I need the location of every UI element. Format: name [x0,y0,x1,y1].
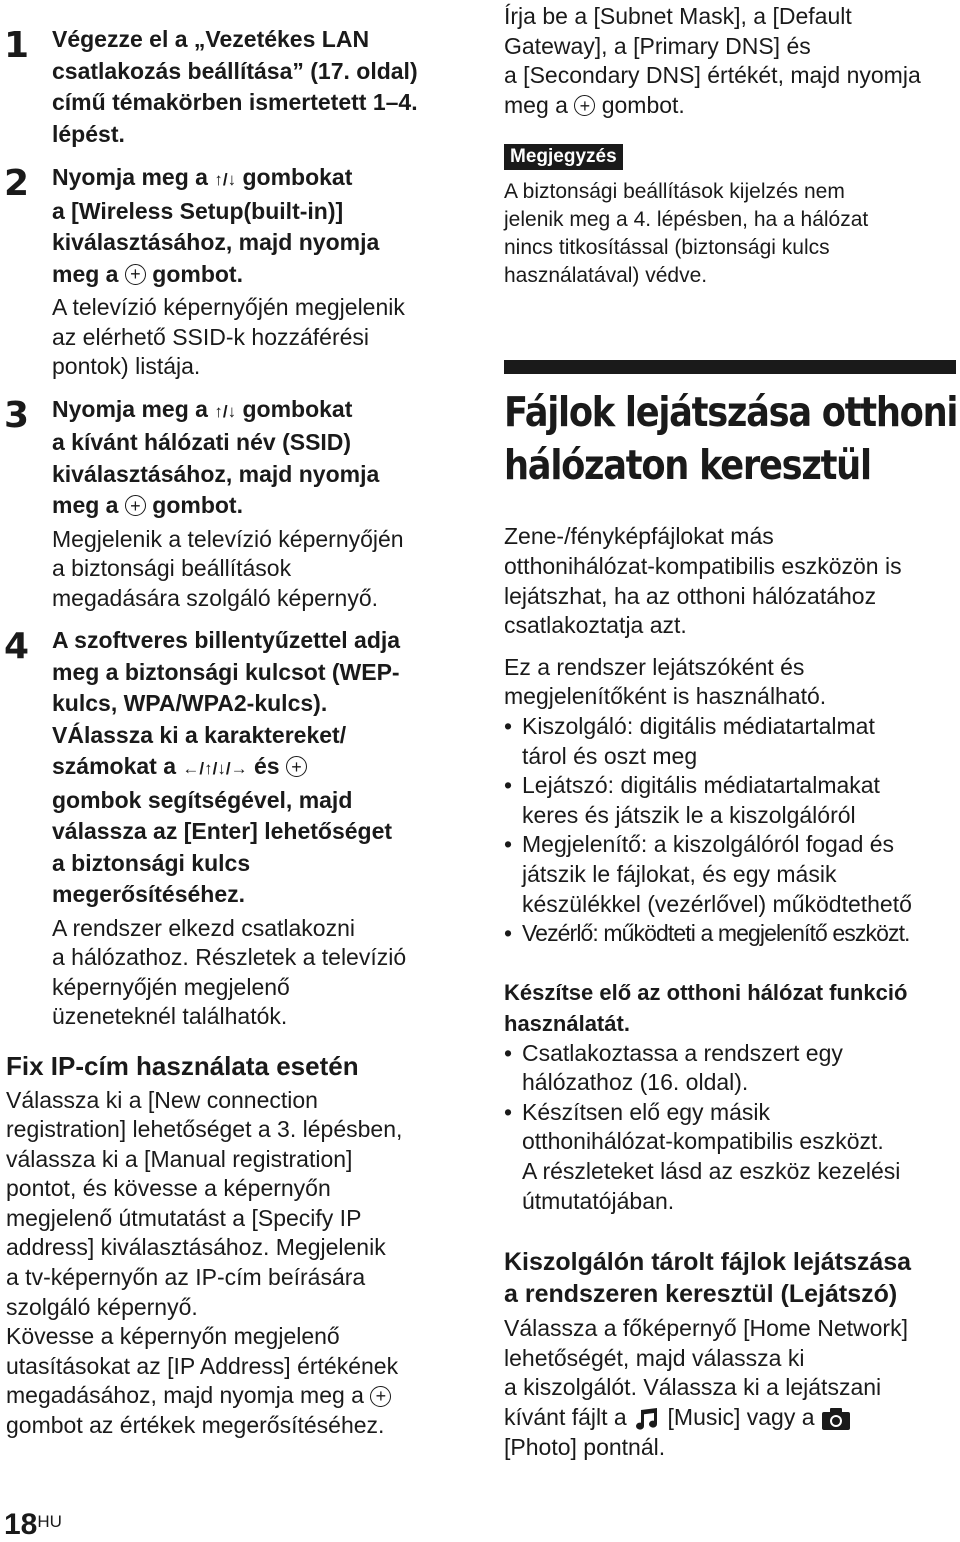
text-line: pontok) listája. [52,353,201,379]
text-line: kiválasztásához, majd nyomja [52,229,380,255]
text-line: A televízió képernyőjén megjelenik [52,294,405,320]
text-line: a biztonsági beállítások [52,555,292,581]
text-line: meg a + gombot. [504,91,685,118]
list-item: • Lejátszó: digitális médiatartalmakat keres és játszik le a kiszolgálóról [504,771,956,830]
text-line: VÁlassza ki a karaktereket/ [52,721,347,748]
step-1 [0,24,472,150]
text-line: [Photo] pontnál. [504,1433,666,1460]
text-line: Készítse elő az otthoni hálózat funkció [504,979,908,1005]
step-2 [0,162,472,382]
text-line: üzeneteknél találhatók. [52,1003,288,1029]
up-down-arrows-icon: ↑/↓ [214,170,237,189]
text-line: csatlakozás beállítása” (17. oldal) [52,57,418,84]
text-line: Végezze el a „Vezetékes LAN [52,26,370,52]
text-line: lépést. [52,120,125,147]
text-line: megadására szolgáló képernyő. [52,584,379,611]
roles-list [504,712,956,949]
text-line: kulcs, WPA/WPA2-kulcs). [52,690,328,716]
text-line: a [Wireless Setup(built-in)] [52,197,344,224]
text-line: address] kiválasztásához. Megjelenik [6,1234,386,1261]
up-down-arrows-icon: ↑/↓ [214,401,237,421]
text-line: Zene-/fényképfájlokat más [504,523,774,550]
text-line: hálózaton keresztül [504,441,871,490]
text-line: Nyomja meg a ↑/↓ gombokat [52,164,353,190]
text-line: gombok segítségével, majd [52,786,353,813]
step-instruction [52,625,472,911]
text-line: kívánt fájlt a [Music] vagy a [504,1403,956,1433]
circle-plus-icon: + [286,756,307,777]
text-line: jelenik meg a 4. lépésben, ha a hálózat [504,208,869,232]
text-line: használatát. [504,1010,630,1036]
text-line: használatával) védve. [504,264,708,288]
fix-ip-heading: Fix IP-cím használata esetén [6,1050,359,1081]
text-line: válassza ki a [Manual registration] [6,1145,353,1172]
page-number: $18^{HU}$ [4,1508,62,1541]
text-line: megjelenítőként is használható. [504,683,827,710]
text-line: Válassza ki a [New connection [6,1086,318,1113]
text-line: a biztonsági kulcs [52,849,251,876]
text-line: a kiszolgálót. Válassza ki a lejátszani [504,1374,882,1401]
step-number: 2 [4,163,30,204]
step-4 [0,625,472,1032]
list-item: • Készítsen elő egy másik otthonihálózat-kompatibilis eszközt. A részleteket lásd az eszköz kezelési útmutatójában. [504,1098,956,1216]
camera-icon [821,1407,851,1431]
section-divider [504,360,956,374]
note-label: Megjegyzés [504,144,623,170]
text-line: Válassza a főképernyő [Home Network] [504,1315,908,1342]
text-line: Kövesse a képernyőn megjelenő [6,1323,340,1350]
text-line: Írja be a [Subnet Mask], a [Default [504,3,852,29]
text-line: meg a biztonsági kulcsot (WEP- [52,658,400,685]
note-text [504,178,956,290]
step-3 [0,394,472,614]
direction-arrows-icon: ←/↑/↓/→ [182,759,248,778]
text-line: Gateway], a [Primary DNS] és [504,32,811,59]
list-item: • Csatlakoztassa a rendszert egy hálózathoz (16. oldal). [504,1039,956,1098]
text-line: Ez a rendszer lejátszóként és [504,653,805,680]
text-line: pontot, és kövesse a képernyőn [6,1175,331,1202]
dns-instructions [504,2,956,120]
text-line: a tv-képernyőn az IP-cím beírására [6,1264,366,1291]
music-note-icon [633,1406,661,1432]
text-line: otthonihálózat-kompatibilis eszközön is [504,552,902,579]
text-line: meg a + gombot. [52,260,243,287]
step-result [52,525,472,614]
prep-heading [504,977,956,1039]
text-line: című témakörben ismertetett 1–4. [52,89,418,115]
list-item: • Kiszolgáló: digitális médiatartalmat tárol és oszt meg [504,712,956,771]
step-number: 4 [4,626,30,667]
intro-paragraph-2 [504,653,956,712]
text-line: csatlakoztatja azt. [504,612,687,639]
step-instruction [52,24,472,150]
text-line: az elérhető SSID-k hozzáférési [52,323,370,350]
text-line: Fájlok lejátszása otthoni [504,388,958,437]
list-item: • Vezérlő: működteti a megjelenítő eszközt. [504,919,956,949]
text-line: utasításokat az [IP Address] értékének [6,1352,399,1379]
play-body [504,1314,956,1462]
text-line: gombot az értékek megerősítéséhez. [6,1412,385,1439]
text-line: válassza az [Enter] lehetőséget [52,818,393,844]
text-line: megadásához, majd nyomja meg a + [6,1381,472,1411]
circle-plus-icon: + [574,95,595,116]
circle-plus-icon: + [125,264,146,285]
intro-paragraph [504,522,956,640]
text-line: kiválasztásához, majd nyomja [52,460,380,487]
text-line: megjelenő útmutatást a [Specify IP [6,1204,362,1231]
play-heading [504,1246,956,1310]
text-line: a kívánt hálózati név (SSID) [52,429,352,455]
text-line: Kiszolgálón tárolt fájlok lejátszása [504,1248,912,1277]
text-line: a rendszeren keresztül (Lejátszó) [504,1280,898,1309]
text-line: registration] lehetőséget a 3. lépésben, [6,1116,403,1143]
text-line: Megjelenik a televízió képernyőjén [52,525,404,552]
text-line: nincs titkosítással (biztonsági kulcs [504,236,830,260]
text-line: lejátszhat, ha az otthoni hálózatához [504,582,877,609]
text-line: a hálózathoz. Részletek a televízió [52,944,407,970]
step-instruction [52,394,472,522]
step-result [52,293,472,382]
text-line: A rendszer elkezd csatlakozni [52,914,355,941]
left-column [0,0,472,1441]
step-number: 3 [4,394,30,436]
list-item: • Megjelenítő: a kiszolgálóról fogad és játszik le fájlokat, és egy másik készülékkel (vezérlővel) működtethető [504,830,956,919]
right-column [504,0,956,1462]
text-line: szolgáló képernyő. [6,1293,198,1320]
text-line: megerősítéséhez. [52,881,246,907]
text-line: számokat a ←/↑/↓/→ és + [52,751,472,785]
step-number: 1 [4,25,30,66]
text-line: a [Secondary DNS] értékét, majd nyomja [504,62,921,89]
note-block [504,144,956,290]
text-line: meg a + gombot. [52,492,243,518]
text-line: Nyomja meg a ↑/↓ gombokat [52,395,353,422]
step-result [52,914,472,1032]
text-line: lehetőségét, majd válassza ki [504,1344,805,1371]
circle-plus-icon: + [125,495,146,516]
prep-list [504,1039,956,1217]
text-line: A szoftveres billentyűzettel adja [52,627,401,653]
step-instruction [52,162,472,290]
circle-plus-icon: + [370,1386,391,1407]
text-line: A biztonsági beállítások kijelzés nem [504,180,845,204]
text-line: képernyőjén megjelenő [52,973,290,1000]
fix-ip-body [0,1086,472,1441]
section-title [504,386,958,492]
